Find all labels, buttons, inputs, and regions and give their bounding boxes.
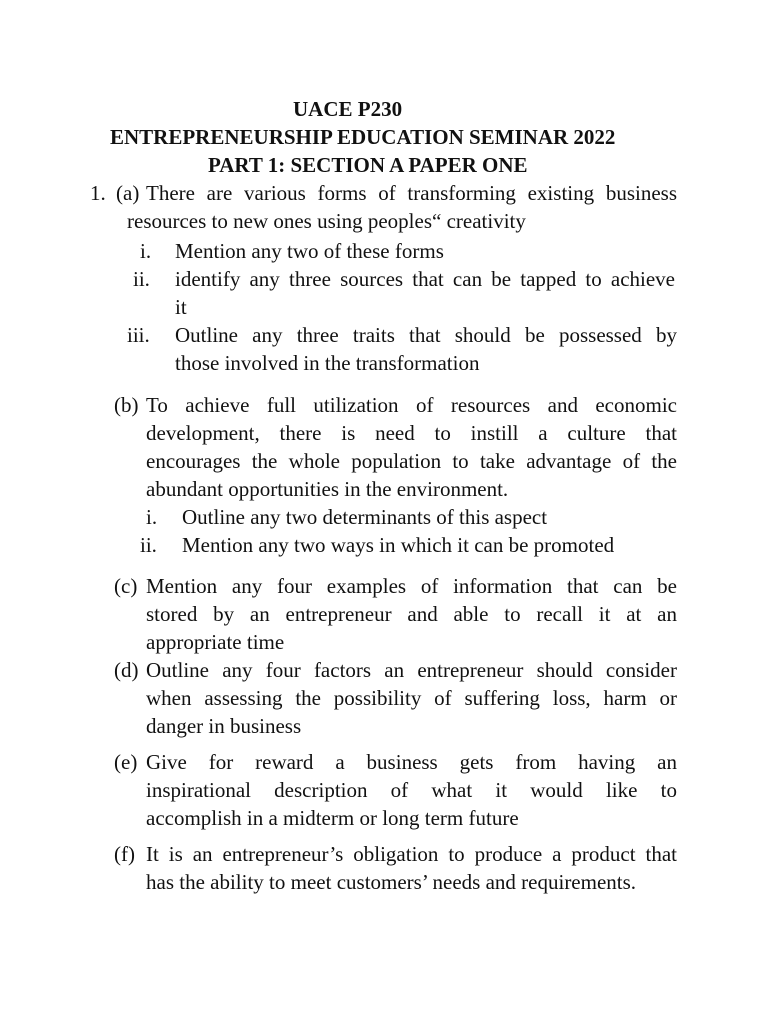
part-a-line-1: There are various forms of transforming existing business: [146, 181, 677, 205]
part-e-marker: (e): [114, 750, 138, 774]
part-b-sub-ii-text: Mention any two ways in which it can be promoted: [182, 533, 615, 557]
part-b-line-2: development, there is need to instill a culture that: [146, 421, 677, 445]
seminar-title: ENTREPRENEURSHIP EDUCATION SEMINAR 2022: [110, 125, 616, 149]
part-b-sub-i-text: Outline any two determinants of this aspect: [182, 505, 548, 529]
part-b-sub-ii-marker: ii.: [140, 533, 157, 557]
part-c-marker: (c): [114, 574, 138, 598]
part-c-line-1: Mention any four examples of information that can be: [146, 574, 677, 598]
part-b-sub-i-marker: i.: [146, 505, 158, 529]
part-a-sub-i-marker: i.: [140, 239, 152, 263]
part-a-sub-ii-line-1: identify any three sources that can be tapped to achieve: [175, 267, 675, 291]
part-a-sub-iii-line-1: Outline any three traits that should be possessed by: [175, 323, 677, 347]
part-b-marker: (b): [114, 393, 139, 417]
part-f-marker: (f): [114, 842, 135, 866]
part-a-line-2: resources to new ones using peoples“ creativity: [127, 209, 526, 233]
question-number: 1.: [90, 181, 106, 205]
part-b-line-4: abundant opportunities in the environment.: [146, 477, 509, 501]
part-f-line-2: has the ability to meet customers’ needs and requirements.: [146, 870, 637, 894]
part-c-line-3: appropriate time: [146, 630, 285, 654]
paper-code: UACE P230: [293, 97, 403, 121]
part-e-line-1: Give for reward a business gets from having an: [146, 750, 677, 774]
part-a-sub-ii-line-2: it: [175, 295, 187, 319]
part-b-line-1: To achieve full utilization of resources and economic: [146, 393, 677, 417]
part-f-line-1: It is an entrepreneur’s obligation to produce a product that: [146, 842, 677, 866]
part-e-line-2: inspirational description of what it would like to: [146, 778, 677, 802]
part-d-line-1: Outline any four factors an entrepreneur should consider: [146, 658, 677, 682]
part-a-sub-ii-marker: ii.: [133, 267, 150, 291]
part-b-line-3: encourages the whole population to take advantage of the: [146, 449, 677, 473]
part-d-marker: (d): [114, 658, 139, 682]
part-d-line-2: when assessing the possibility of suffering loss, harm or: [146, 686, 677, 710]
part-a-marker: (a): [116, 181, 140, 205]
part-d-line-3: danger in business: [146, 714, 302, 738]
part-c-line-2: stored by an entrepreneur and able to recall it at an: [146, 602, 677, 626]
part-a-sub-iii-line-2: those involved in the transformation: [175, 351, 480, 375]
part-a-sub-iii-marker: iii.: [127, 323, 150, 347]
part-a-sub-i-text: Mention any two of these forms: [175, 239, 444, 263]
section-title: PART 1: SECTION A PAPER ONE: [208, 153, 528, 177]
part-e-line-3: accomplish in a midterm or long term future: [146, 806, 519, 830]
